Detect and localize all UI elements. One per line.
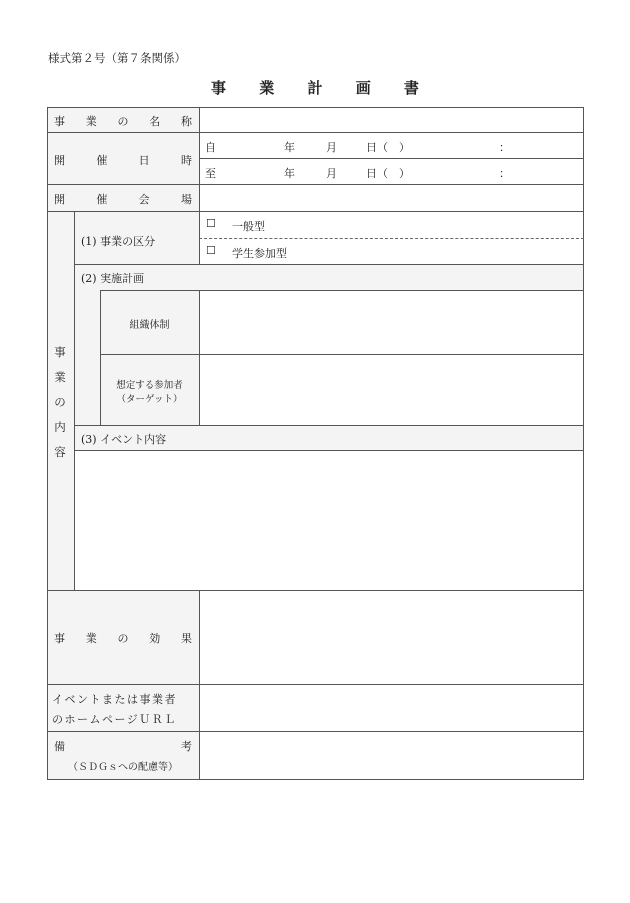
option-student-text: 学生参加型 (232, 247, 287, 260)
remarks-sublabel: （ＳＤＧｓへの配慮等） (68, 762, 178, 773)
from-time-separator: ： (499, 141, 510, 154)
from-prefix: 自 (205, 141, 216, 154)
effect-field[interactable] (200, 591, 583, 684)
content-section-label: 事 業 の 内 容 (54, 345, 66, 459)
venue-label: 開 催 会 場 (54, 193, 192, 206)
organization-label: 組織体制 (129, 320, 170, 331)
homepage-url-field[interactable] (200, 685, 583, 731)
homepage-label-line1: イベントまたは事業者 (52, 693, 177, 706)
from-month-unit: 月 (326, 141, 337, 154)
remarks-label: 備 考 (54, 740, 192, 753)
form-reference: 様式第２号（第７条関係） (48, 51, 186, 65)
checkbox-general-icon[interactable]: ☐ (206, 217, 216, 230)
to-prefix: 至 (205, 167, 216, 180)
event-name-label: 事 業 の 名 称 (54, 115, 192, 128)
to-year-unit: 年 (284, 167, 295, 180)
event-detail-field[interactable] (75, 451, 583, 590)
from-day-unit: 日（ ） (366, 141, 410, 154)
target-label-line2: （ターゲット） (116, 394, 183, 405)
plan-label: (2) 実施計画 (81, 272, 145, 285)
to-month-unit: 月 (326, 167, 337, 180)
to-time-separator: ： (499, 167, 510, 180)
event-name-field[interactable] (200, 108, 583, 132)
event-datetime-label: 開 催 日 時 (54, 154, 192, 167)
label-bg-plan (74, 264, 583, 290)
category-label: (1) 事業の区分 (81, 235, 156, 248)
organization-field[interactable] (200, 291, 583, 354)
target-label-line1: 想定する参加者 (116, 380, 183, 391)
venue-field[interactable] (200, 185, 583, 211)
checkbox-student-icon[interactable]: ☐ (206, 244, 216, 257)
event-detail-label: (3) イベント内容 (81, 433, 167, 446)
homepage-label-line2: のホームページＵＲＬ (52, 713, 177, 726)
remarks-field[interactable] (200, 732, 583, 779)
from-year-unit: 年 (284, 141, 295, 154)
to-day-unit: 日（ ） (366, 167, 410, 180)
label-bg-plan-indent (74, 290, 100, 425)
document-title: 事 業 計 画 書 (211, 79, 433, 97)
target-field[interactable] (200, 355, 583, 425)
option-general-text: 一般型 (232, 220, 265, 233)
effect-label: 事 業 の 効 果 (54, 632, 192, 645)
